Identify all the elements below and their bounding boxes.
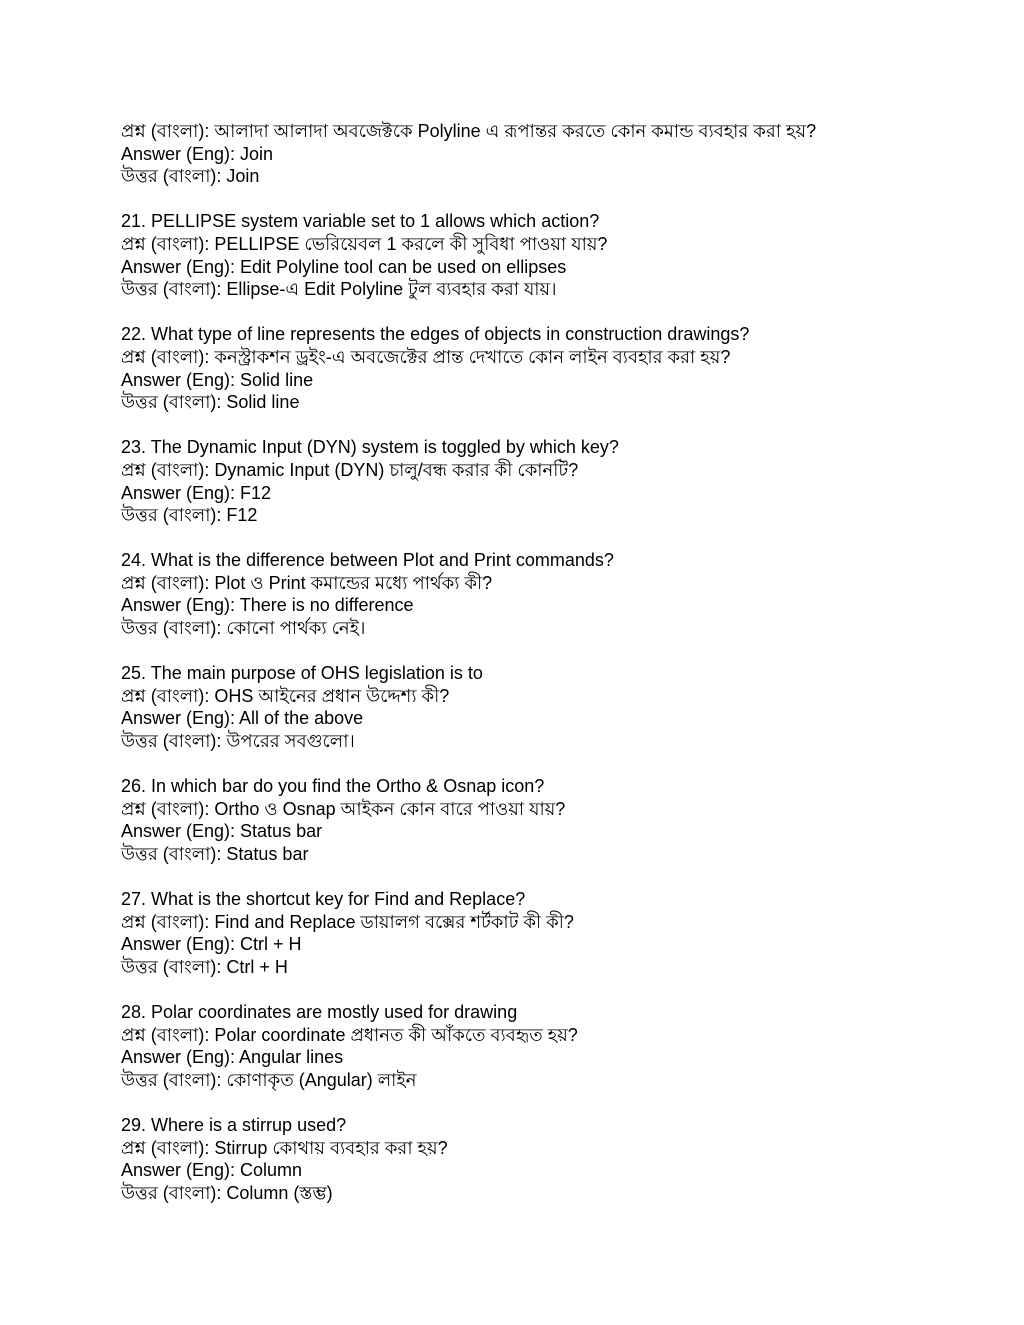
qa-block	[121, 436, 981, 526]
qa-block	[121, 662, 981, 752]
question-english: 28. Polar coordinates are mostly used for drawing	[121, 1002, 518, 1023]
qa-block	[121, 775, 981, 865]
question-bangla: প্রশ্ন (বাংলা): কনস্ট্রাকশন ড্রইং-এ অবজেক্টের প্রান্ত দেখাতে কোন লাইন ব্যবহার করা হয়?	[121, 346, 731, 367]
question-english: 25. The main purpose of OHS legislation is to	[121, 663, 483, 684]
answer-english: Answer (Eng): Edit Polyline tool can be used on ellipses	[121, 256, 567, 277]
question-bangla: প্রশ্ন (বাংলা): PELLIPSE ভেরিয়েবল 1 করলে কী সুবিধা পাওয়া যায়?	[121, 233, 608, 254]
answer-bangla: উত্তর (বাংলা): Join	[121, 166, 260, 187]
answer-bangla: উত্তর (বাংলা): Column (স্তম্ভ)	[121, 1182, 333, 1203]
question-bangla: প্রশ্ন (বাংলা): Polar coordinate প্রধানত কী আঁকতে ব্যবহৃত হয়?	[121, 1024, 578, 1045]
answer-bangla: উত্তর (বাংলা): F12	[121, 505, 258, 526]
question-bangla: প্রশ্ন (বাংলা): আলাদা আলাদা অবজেক্টকে Polyline এ রূপান্তর করতে কোন কমান্ড ব্যবহার করা হয়?	[121, 121, 817, 141]
answer-english: Answer (Eng): Angular lines	[121, 1047, 344, 1068]
qa-block	[121, 120, 981, 188]
answer-english: Answer (Eng): F12	[121, 482, 272, 503]
qa-block	[121, 1114, 981, 1204]
question-bangla: প্রশ্ন (বাংলা): Dynamic Input (DYN) চালু/বন্ধ করার কী কোনটি?	[121, 459, 579, 480]
answer-bangla: উত্তর (বাংলা): Ellipse-এ Edit Polyline টুল ব্যবহার করা যায়।	[121, 279, 557, 300]
question-bangla: প্রশ্ন (বাংলা): Plot ও Print কমান্ডের মধ্যে পার্থক্য কী?	[121, 572, 493, 593]
answer-bangla: উত্তর (বাংলা): Ctrl + H	[121, 956, 288, 977]
qa-list	[121, 120, 981, 1227]
qa-block	[121, 888, 981, 978]
question-english: 27. What is the shortcut key for Find and Replace?	[121, 889, 526, 910]
question-bangla: প্রশ্ন (বাংলা): Stirrup কোথায় ব্যবহার করা হয়?	[121, 1137, 448, 1158]
qa-block	[121, 1001, 981, 1091]
question-english: 21. PELLIPSE system variable set to 1 allows which action?	[121, 211, 600, 232]
answer-english: Answer (Eng): All of the above	[121, 708, 364, 729]
qa-block	[121, 210, 981, 300]
answer-bangla: উত্তর (বাংলা): উপরের সবগুলো।	[121, 731, 355, 752]
answer-bangla: উত্তর (বাংলা): Solid line	[121, 392, 300, 413]
question-english: 26. In which bar do you find the Ortho & Osnap icon?	[121, 776, 545, 797]
qa-block	[121, 323, 981, 413]
qa-block	[121, 549, 981, 639]
question-bangla: প্রশ্ন (বাংলা): OHS আইনের প্রধান উদ্দেশ্য কী?	[121, 685, 450, 706]
answer-english: Answer (Eng): Solid line	[121, 369, 314, 390]
question-english: 23. The Dynamic Input (DYN) system is toggled by which key?	[121, 437, 619, 458]
question-bangla: প্রশ্ন (বাংলা): Find and Replace ডায়ালগ বক্সের শর্টকাট কী কী?	[121, 911, 574, 932]
answer-english: Answer (Eng): Join	[121, 143, 274, 164]
question-english: 29. Where is a stirrup used?	[121, 1115, 347, 1136]
answer-bangla: উত্তর (বাংলা): কোনো পার্থক্য নেই।	[121, 618, 366, 639]
question-bangla: প্রশ্ন (বাংলা): Ortho ও Osnap আইকন কোন বারে পাওয়া যায়?	[121, 798, 566, 819]
answer-bangla: উত্তর (বাংলা): Status bar	[121, 844, 309, 864]
answer-english: Answer (Eng): Column	[121, 1160, 303, 1181]
answer-english: Answer (Eng): Status bar	[121, 821, 323, 842]
answer-bangla: উত্তর (বাংলা): কোণাকৃত (Angular) লাইন	[121, 1069, 417, 1090]
question-english: 24. What is the difference between Plot and Print commands?	[121, 550, 614, 571]
answer-english: Answer (Eng): Ctrl + H	[121, 934, 302, 955]
question-english: 22. What type of line represents the edges of objects in construction drawings?	[121, 324, 750, 345]
answer-english: Answer (Eng): There is no difference	[121, 595, 414, 616]
